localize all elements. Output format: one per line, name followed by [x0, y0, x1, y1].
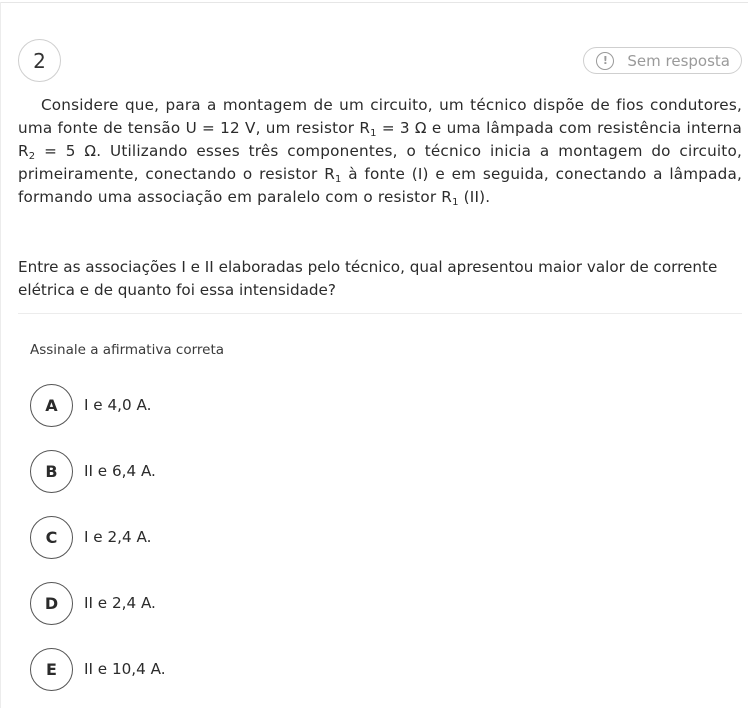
option-e[interactable]: [30, 647, 166, 691]
stem-text: = 3 Ω e uma lâmpada com resistência interna R: [18, 119, 742, 160]
answer-instruction: Assinale a afirmativa correta: [30, 342, 225, 358]
left-border: [0, 2, 1, 708]
option-d[interactable]: [30, 581, 156, 625]
stem-text: = 5 Ω. Utilizando esses três componentes, o técnico inicia a montagem do circuito, primeiramente, conectando o resistor R: [18, 142, 742, 183]
option-text[interactable]: II e 2,4 A.: [84, 594, 156, 612]
option-text[interactable]: II e 10,4 A.: [84, 660, 166, 678]
answer-status-badge: [583, 47, 742, 74]
option-text[interactable]: I e 2,4 A.: [84, 528, 152, 546]
option-text[interactable]: II e 6,4 A.: [84, 462, 156, 480]
top-divider: [0, 2, 748, 3]
stem-text: Considere que, para a montagem de um circuito, um técnico dispõe de fios condutores, uma fonte de tensão U = 12 V, um resistor R: [18, 96, 742, 137]
question-prompt: [18, 256, 742, 302]
stem-text: à fonte (I) e em seguida, conectando a lâmpada, formando uma associação em paralelo com o resistor R: [18, 165, 742, 206]
stem-subscript: 1: [370, 128, 377, 139]
option-text[interactable]: I e 4,0 A.: [84, 396, 152, 414]
option-letter[interactable]: B: [30, 450, 73, 493]
answer-status-label: Sem resposta: [627, 51, 730, 70]
section-divider: [18, 313, 742, 314]
question-number: 2: [18, 39, 61, 82]
exclamation-circle-icon: !: [596, 52, 614, 70]
option-b[interactable]: [30, 449, 156, 493]
option-letter[interactable]: E: [30, 648, 73, 691]
stem-subscript: 1: [452, 197, 459, 208]
stem-subscript: 1: [334, 174, 342, 185]
option-c[interactable]: [30, 515, 151, 559]
option-letter[interactable]: A: [30, 384, 73, 427]
question-prompt-text: Entre as associações I e II elaboradas pelo técnico, qual apresentou maior valor de corrente elétrica e de quanto foi essa intensidade?: [18, 258, 718, 299]
option-letter[interactable]: C: [30, 516, 73, 559]
question-stem: [18, 94, 742, 209]
option-a[interactable]: [30, 383, 151, 427]
option-letter[interactable]: D: [30, 582, 73, 625]
stem-subscript: 2: [28, 151, 36, 162]
stem-text: (II).: [458, 188, 491, 206]
